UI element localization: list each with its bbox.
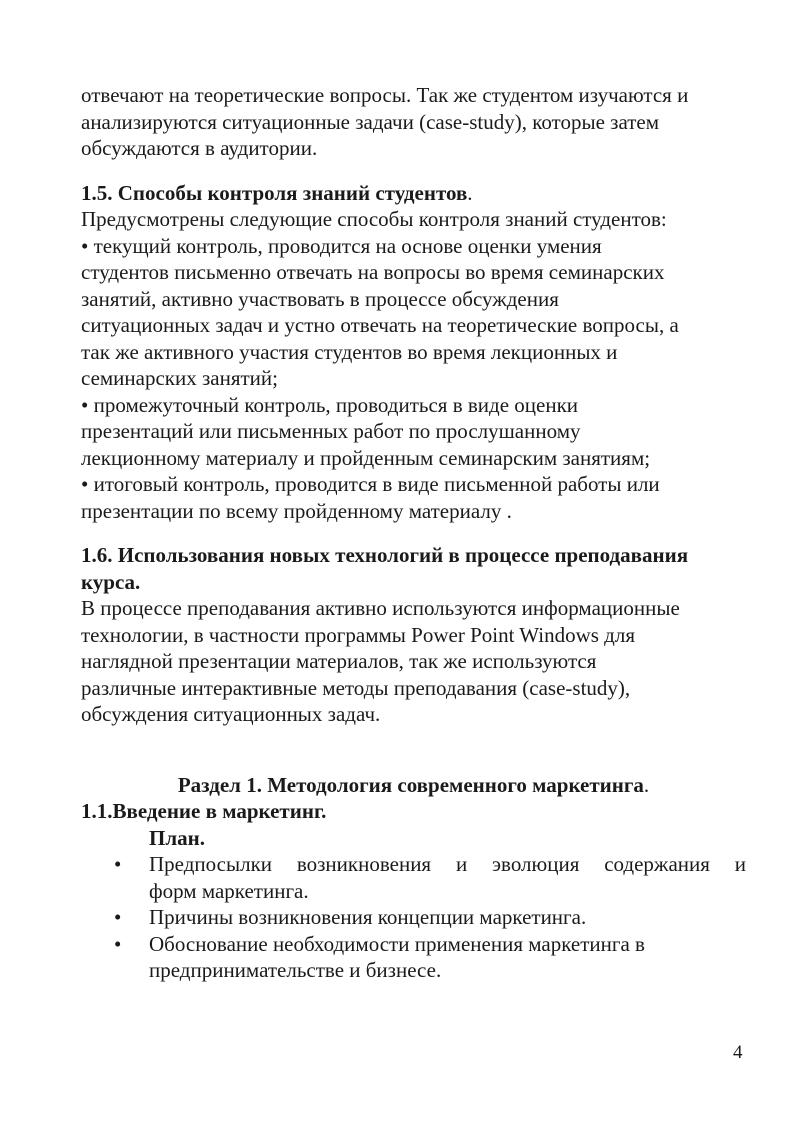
text-line: занятий, активно участвовать в процессе обсуждения (81, 286, 559, 311)
text-line: наглядной презентации материалов, так же используются (81, 649, 597, 673)
section-heading: 1.6. Использования новых технологий в процессе преподавания (81, 543, 689, 567)
bullet-icon: • (114, 852, 122, 876)
plan-label: План. (149, 825, 205, 850)
heading-tail: . (467, 180, 473, 205)
razdel-title (81, 772, 746, 799)
text-line: презентаций или письменных работ по прослушанному (81, 419, 581, 443)
bullet-icon: • (114, 931, 122, 956)
intro-paragraph (81, 82, 746, 162)
text-line: отвечают на теоретические вопросы. Так же студентом изучаются и (81, 83, 689, 107)
text-line: технологии, в частности программы Power Point Windows для (81, 622, 636, 647)
section-1-6 (81, 542, 746, 728)
text-line: • промежуточный контроль, проводиться в виде оценки (81, 392, 579, 417)
text-line: обсуждаются в аудитории. (81, 136, 318, 160)
text-line: обсуждения ситуационных задач. (81, 702, 381, 726)
text-line: предпринимательстве и бизнесе. (149, 958, 442, 982)
text-line: анализируются ситуационные задачи (case-study), которые затем (81, 109, 660, 134)
text-line: так же активного участия студентов во время лекционных и (81, 339, 618, 364)
text-line: Предпосылки возникновения и эволюция содержания и (149, 852, 746, 876)
text-line: Причины возникновения концепции маркетинга. (149, 905, 587, 929)
razdel-title-tail: . (643, 772, 650, 797)
text-line: форм маркетинга. (149, 878, 309, 903)
razdel-1 (81, 772, 746, 984)
text-line: Предусмотрены следующие способы контроля знаний студентов: (81, 207, 667, 231)
list-item (81, 904, 746, 931)
plan-list (81, 851, 746, 984)
section-heading: курса. (81, 569, 141, 594)
section-1-5 (81, 180, 746, 525)
subsection-heading: 1.1.Введение в маркетинг. (81, 799, 327, 823)
text-line: презентации по всему пройденному материалу . (81, 498, 512, 523)
text-line: • текущий контроль, проводится на основе оценки умения (81, 233, 602, 258)
text-line: семинарских занятий; (81, 366, 278, 390)
list-item (81, 851, 746, 904)
heading-text: 1.5. Способы контроля знаний студентов (81, 180, 468, 205)
text-line: студентов письменно отвечать на вопросы во время семинарских (81, 260, 665, 284)
text-line: Обоснование необходимости применения маркетинга в (149, 931, 645, 956)
page-content (81, 82, 746, 984)
text-line: ситуационных задач и устно отвечать на теоретические вопросы, а (81, 313, 679, 337)
razdel-title-text: Раздел 1. Методология современного маркетинга (177, 772, 644, 797)
text-line: • итоговый контроль, проводится в виде письменной работы или (81, 472, 660, 496)
list-item (81, 931, 746, 984)
page-number: 4 (733, 1042, 743, 1063)
text-line: лекционному материалу и пройденным семинарским занятиям; (81, 445, 651, 470)
bullet-icon: • (114, 905, 122, 929)
text-line: различные интерактивные методы преподавания (case-study), (81, 675, 631, 700)
section-heading (81, 180, 746, 207)
text-line: В процессе преподавания активно используются информационные (81, 596, 680, 620)
